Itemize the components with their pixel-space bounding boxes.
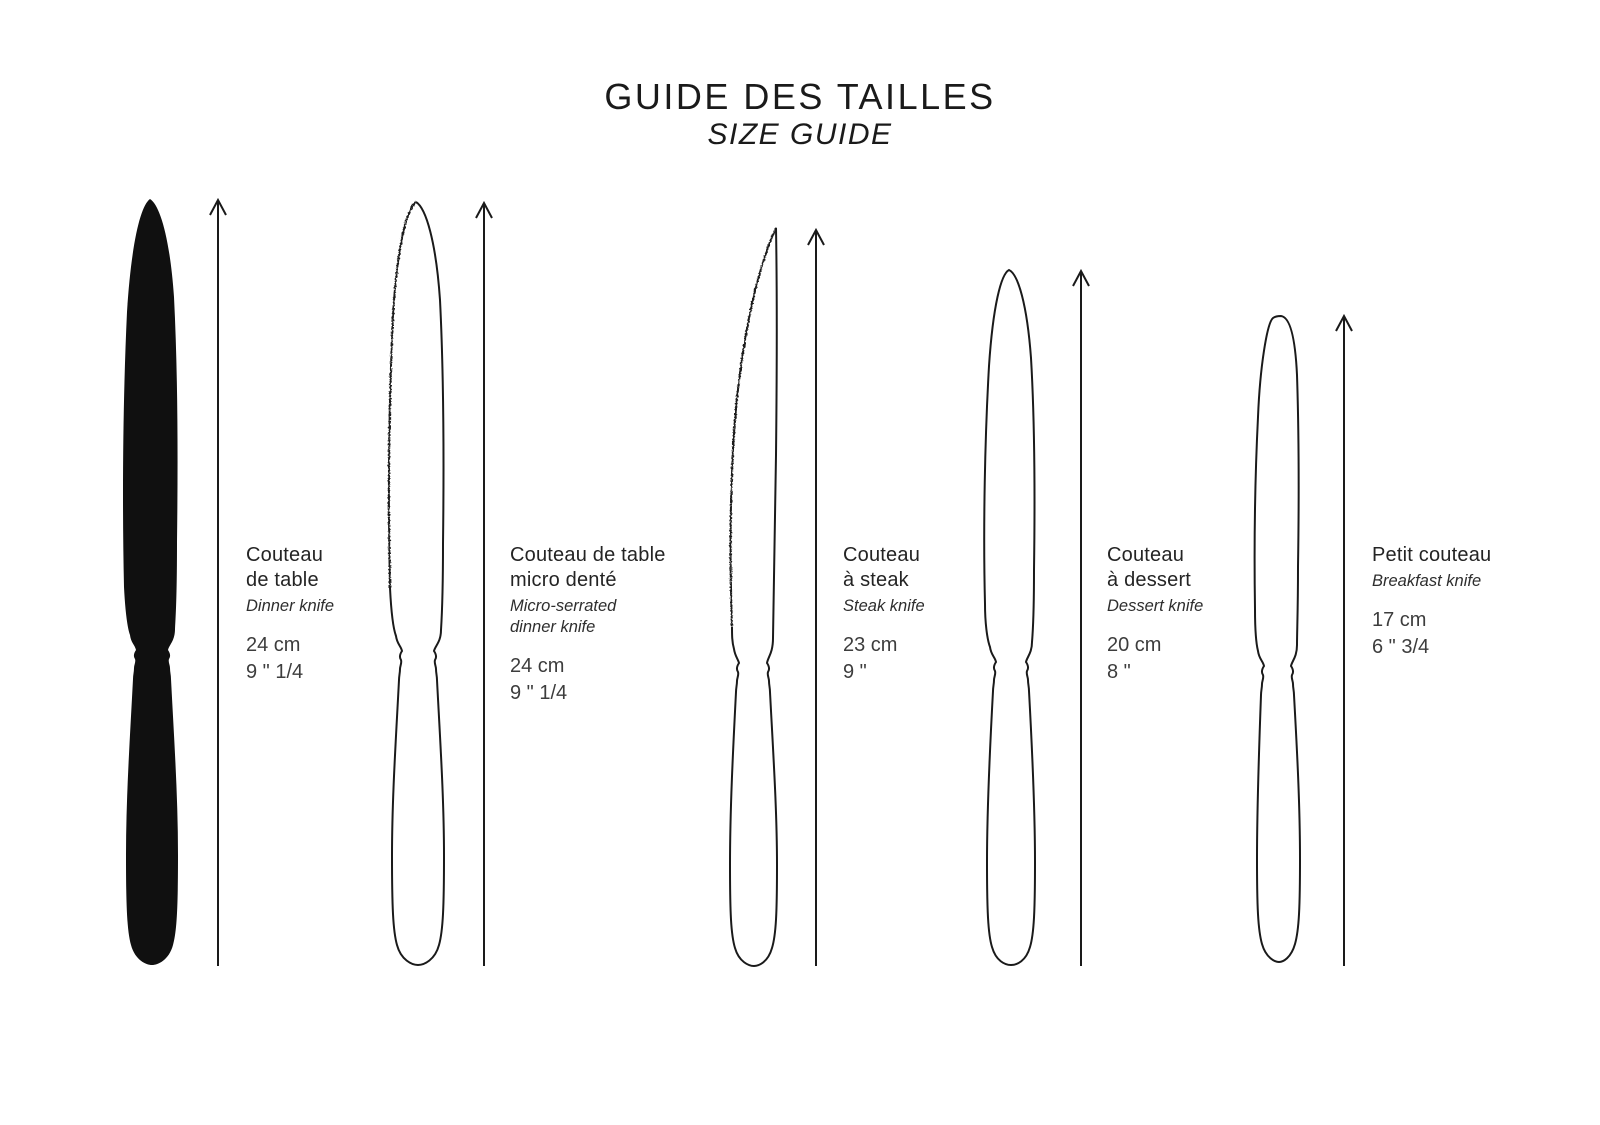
measure-arrow-icon (204, 197, 232, 967)
knife-length-cm: 17 cm (1372, 609, 1427, 631)
knife-outline (1255, 316, 1300, 962)
dinner-knife-shape (123, 199, 178, 965)
knife-name-fr: Couteau (246, 544, 324, 566)
knife-outline (730, 228, 777, 966)
knife-length-inch: 6 " 3/4 (1372, 636, 1430, 658)
breakfast-knife-label (1372, 543, 1491, 661)
knife-name-en: Dessert knife (1107, 597, 1204, 615)
knife-name-en: Breakfast knife (1372, 572, 1482, 590)
dinner-knife-silhouette-icon (112, 197, 192, 967)
knife-name-fr: Couteau (1107, 544, 1185, 566)
steak-knife-label (843, 543, 925, 686)
knife-name-fr: Couteau (843, 544, 921, 566)
knife-length-inch: 9 " (843, 661, 867, 683)
knife-length-inch: 8 " (1107, 661, 1131, 683)
measure-arrow-icon (470, 200, 498, 967)
dinner-knife-label (246, 543, 334, 686)
dessert-knife-label (1107, 543, 1203, 686)
knife-length-cm: 23 cm (843, 634, 898, 656)
knife-name-fr: micro denté (510, 569, 617, 591)
knife-name-en: Micro-serrated (510, 597, 617, 615)
measure-arrow-icon (1067, 268, 1095, 967)
measure-arrow-icon (1330, 313, 1358, 967)
knife-length-inch: 9 " 1/4 (510, 682, 568, 704)
knife-length-cm: 24 cm (510, 655, 565, 677)
page-title: GUIDE DES TAILLES (604, 76, 996, 117)
micro-serrated-dinner-knife-outline-icon (378, 200, 458, 967)
micro-serrated-dinner-knife-label (510, 543, 666, 707)
steak-knife-outline-icon (714, 225, 794, 967)
knife-outline (984, 270, 1035, 965)
measure-arrow-icon (802, 227, 830, 967)
knife-length-inch: 9 " 1/4 (246, 661, 304, 683)
knife-name-fr: à dessert (1107, 569, 1192, 591)
page-subtitle: SIZE GUIDE (707, 118, 893, 151)
knife-name-en: dinner knife (510, 618, 596, 636)
knife-name-fr: de table (246, 569, 319, 591)
knife-name-fr: à steak (843, 569, 909, 591)
serrated-edge (731, 228, 777, 627)
knife-outline (390, 202, 444, 965)
knife-length-cm: 24 cm (246, 634, 301, 656)
knife-name-fr: Couteau de table (510, 544, 666, 566)
knife-name-en: Dinner knife (246, 597, 335, 615)
serrated-edge (389, 202, 416, 588)
dessert-knife-outline-icon (971, 268, 1051, 967)
knife-name-en: Steak knife (843, 597, 925, 615)
knife-length-cm: 20 cm (1107, 634, 1162, 656)
knife-name-fr: Petit couteau (1372, 544, 1492, 566)
breakfast-knife-outline-icon (1241, 313, 1321, 967)
